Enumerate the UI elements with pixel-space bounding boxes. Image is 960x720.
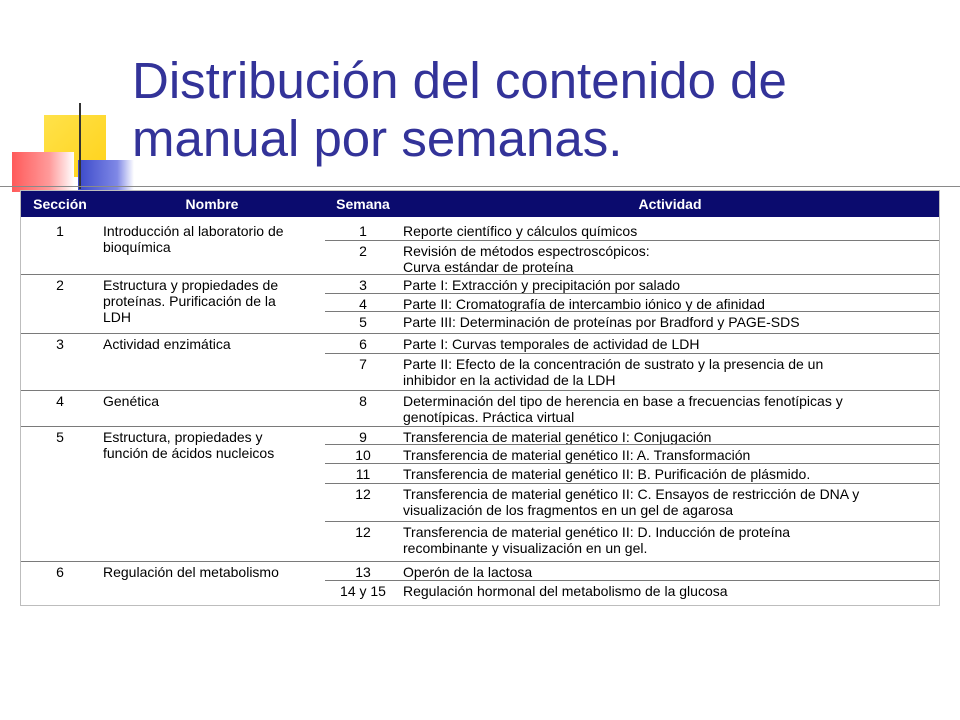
row-divider [325, 463, 939, 464]
semana-cell: 9 [359, 429, 367, 445]
table-header [21, 191, 939, 217]
semana-cell: 14 y 15 [340, 583, 386, 599]
seccion-cell: 6 [56, 564, 64, 580]
row-divider [325, 353, 939, 354]
semana-cell: 1 [359, 223, 367, 239]
actividad-cell: Transferencia de material genético II: D. Inducción de proteína recombinante y visualización en un gel. [403, 524, 791, 556]
section-divider [21, 333, 939, 334]
nombre-cell: Introducción al laboratorio de bioquímica [103, 223, 284, 255]
nombre-cell: Regulación del metabolismo [103, 564, 279, 580]
semana-cell: 12 [355, 486, 371, 502]
actividad-cell: Transferencia de material genético II: A. Transformación [403, 447, 751, 463]
header-seccion: Sección [33, 196, 87, 212]
header-actividad: Actividad [638, 196, 702, 212]
decorative-blue-square [78, 160, 134, 194]
row-divider [325, 580, 939, 581]
section-divider [21, 390, 939, 391]
semana-cell: 7 [359, 356, 367, 372]
semana-cell: 5 [359, 314, 367, 330]
semana-cell: 12 [355, 524, 371, 540]
actividad-cell: Transferencia de material genético I: Conjugación [403, 429, 712, 445]
row-divider [325, 311, 939, 312]
nombre-cell: Estructura y propiedades de proteínas. Purificación de la LDH [103, 277, 279, 325]
semana-cell: 10 [355, 447, 371, 463]
semana-cell: 4 [359, 296, 367, 312]
row-divider [325, 483, 939, 484]
actividad-cell: Revisión de métodos espectroscópicos: Curva estándar de proteína [403, 243, 650, 275]
seccion-cell: 2 [56, 277, 64, 293]
nombre-cell: Estructura, propiedades y función de ácidos nucleicos [103, 429, 275, 461]
seccion-cell: 1 [56, 223, 64, 239]
actividad-cell: Determinación del tipo de herencia en base a frecuencias fenotípicas y genotípicas. Práctica virtual [403, 393, 843, 425]
row-divider [325, 444, 939, 445]
row-divider [325, 240, 939, 241]
nombre-cell: Genética [103, 393, 160, 409]
semana-cell: 11 [355, 466, 371, 482]
slide-title: Distribución del contenido de manual por semanas. [132, 52, 787, 167]
nombre-cell: Actividad enzimática [103, 336, 231, 352]
actividad-cell: Transferencia de material genético II: C. Ensayos de restricción de DNA y visualización de los fragmentos en un gel de agarosa [403, 486, 860, 518]
actividad-cell: Parte I: Extracción y precipitación por salado [403, 277, 681, 293]
row-divider [325, 521, 939, 522]
header-nombre: Nombre [185, 196, 239, 212]
actividad-cell: Reporte científico y cálculos químicos [403, 223, 638, 239]
seccion-cell: 4 [56, 393, 64, 409]
semana-cell: 6 [359, 336, 367, 352]
row-divider [325, 293, 939, 294]
actividad-cell: Regulación hormonal del metabolismo de la glucosa [403, 583, 728, 599]
actividad-cell: Parte I: Curvas temporales de actividad de LDH [403, 336, 700, 352]
decorative-vertical-line [79, 103, 81, 189]
title-divider-line [0, 186, 960, 187]
semana-cell: 3 [359, 277, 367, 293]
schedule-table [20, 190, 940, 606]
section-divider [21, 561, 939, 562]
semana-cell: 2 [359, 243, 367, 259]
actividad-cell: Transferencia de material genético II: B. Purificación de plásmido. [403, 466, 811, 482]
semana-cell: 13 [355, 564, 371, 580]
header-semana: Semana [336, 196, 390, 212]
actividad-cell: Parte II: Cromatografía de intercambio iónico y de afinidad [403, 296, 765, 312]
seccion-cell: 5 [56, 429, 64, 445]
actividad-cell: Parte III: Determinación de proteínas por Bradford y PAGE-SDS [403, 314, 800, 330]
actividad-cell: Parte II: Efecto de la concentración de sustrato y la presencia de un inhibidor en la actividad de la LDH [403, 356, 824, 388]
semana-cell: 8 [359, 393, 367, 409]
seccion-cell: 3 [56, 336, 64, 352]
section-divider [21, 274, 939, 275]
section-divider [21, 426, 939, 427]
actividad-cell: Operón de la lactosa [403, 564, 533, 580]
